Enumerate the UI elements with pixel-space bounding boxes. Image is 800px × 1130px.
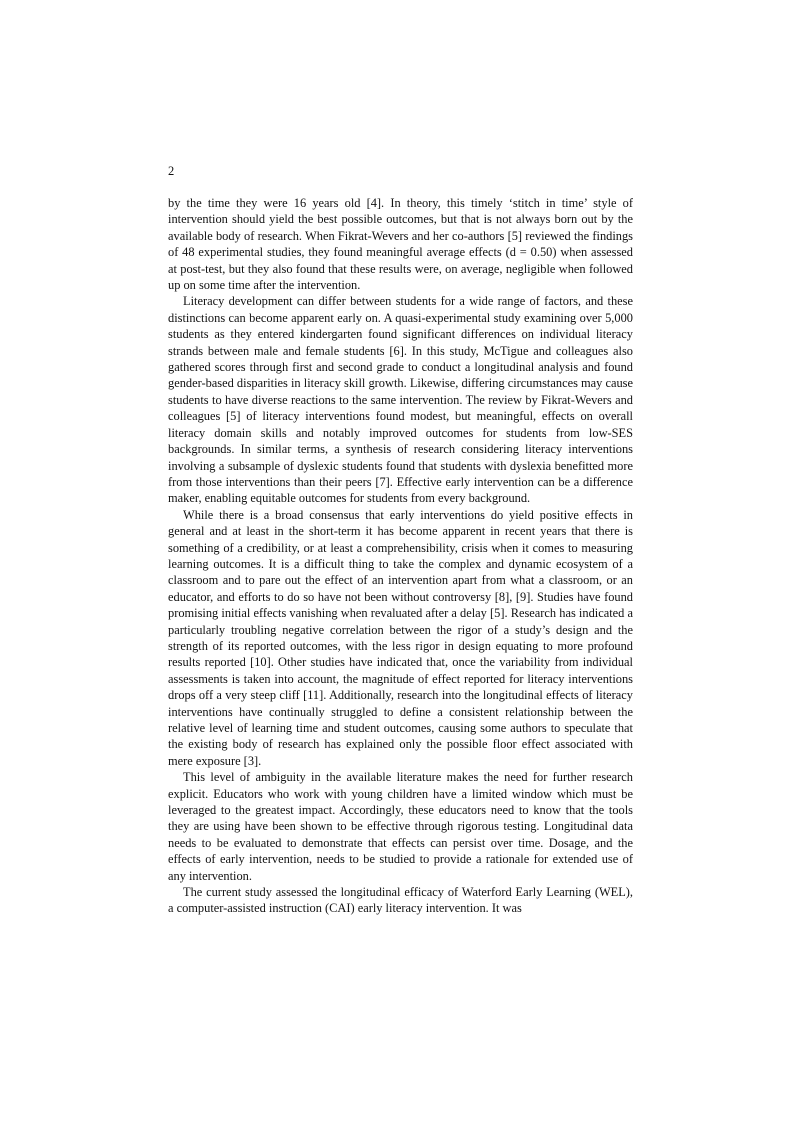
paragraph-ambiguity: This level of ambiguity in the available literature makes the need for further research explicit. Educators who work with young children have a limited window which must be leveraged to the greatest impact. Accordingly, these educators need to know that the tools they are using have been shown to be effective through rigorous testing. Longitudinal data needs to be evaluated to demonstrate that effects can persist over time. Dosage, and the effects of early intervention, needs to be studied to provide a rationale for extended use of any intervention. [168, 770, 633, 883]
paragraph-continuation: by the time they were 16 years old [4]. In theory, this timely ‘stitch in time’ style of intervention should yield the best possible outcomes, but that is not always born out by the available body of research. When Fikrat-Wevers and her co-authors [5] reviewed the findings of 48 experimental studies, they found meaningful average effects (d = 0.50) when assessed at post-test, but they also found that these results were, on average, negligible when followed up on some time after the intervention. [168, 196, 633, 293]
page-number: 2 [168, 164, 175, 178]
paragraph-literacy-development: Literacy development can differ between students for a wide range of factors, and these distinctions can become apparent early on. A quasi-experimental study examining over 5,000 students as they entered kindergarten found significant differences on individual literacy strands between male and female students [6]. In this study, McTigue and colleagues also gathered scores through first and second grade to conduct a longitudinal analysis and found gender-based disparities in literacy skill growth. Likewise, differing circumstances may cause students to have diverse reactions to the same intervention. The review by Fikrat-Wevers and colleagues [5] of literacy interventions found modest, but meaningful, effects on overall literacy domain skills and notably improved outcomes for students from low-SES backgrounds. In similar terms, a synthesis of research considering literacy interventions involving a subsample of dyslexic students found that students with dyslexia benefitted more from those interventions than their peers [7]. Effective early intervention can be a difference maker, enabling equitable outcomes for students from every background. [168, 294, 633, 506]
body-text [168, 195, 633, 917]
paragraph-current-study: The current study assessed the longitudinal efficacy of Waterford Early Learning (WEL), a computer-assisted instruction (CAI) early literacy intervention. It was [168, 885, 633, 916]
paragraph-credibility-crisis: While there is a broad consensus that early interventions do yield positive effects in general and at least in the short-term it has become apparent in recent years that there is something of a credibility, or at least a comprehensibility, crisis when it comes to measuring learning outcomes. It is a difficult thing to take the complex and dynamic ecosystem of a classroom and to pare out the effect of an intervention apart from what a classroom, or an educator, and efforts to do so have not been without controversy [8], [9]. Studies have found promising initial effects vanishing when revaluated after a delay [5]. Research has indicated a particularly troubling negative correlation between the rigor of a study’s design and the strength of its reported outcomes, with the less rigor in design equating to more profound results reported [10]. Other studies have indicated that, once the variability from individual assessments is taken into account, the magnitude of effect reported for literacy interventions drops off a very steep cliff [11]. Additionally, research into the longitudinal effects of literacy interventions have continually struggled to define a consistent relationship between the relative level of learning time and student outcomes, causing some authors to speculate that the existing body of research has explained only the possible floor effect associated with mere exposure [3]. [168, 507, 633, 768]
